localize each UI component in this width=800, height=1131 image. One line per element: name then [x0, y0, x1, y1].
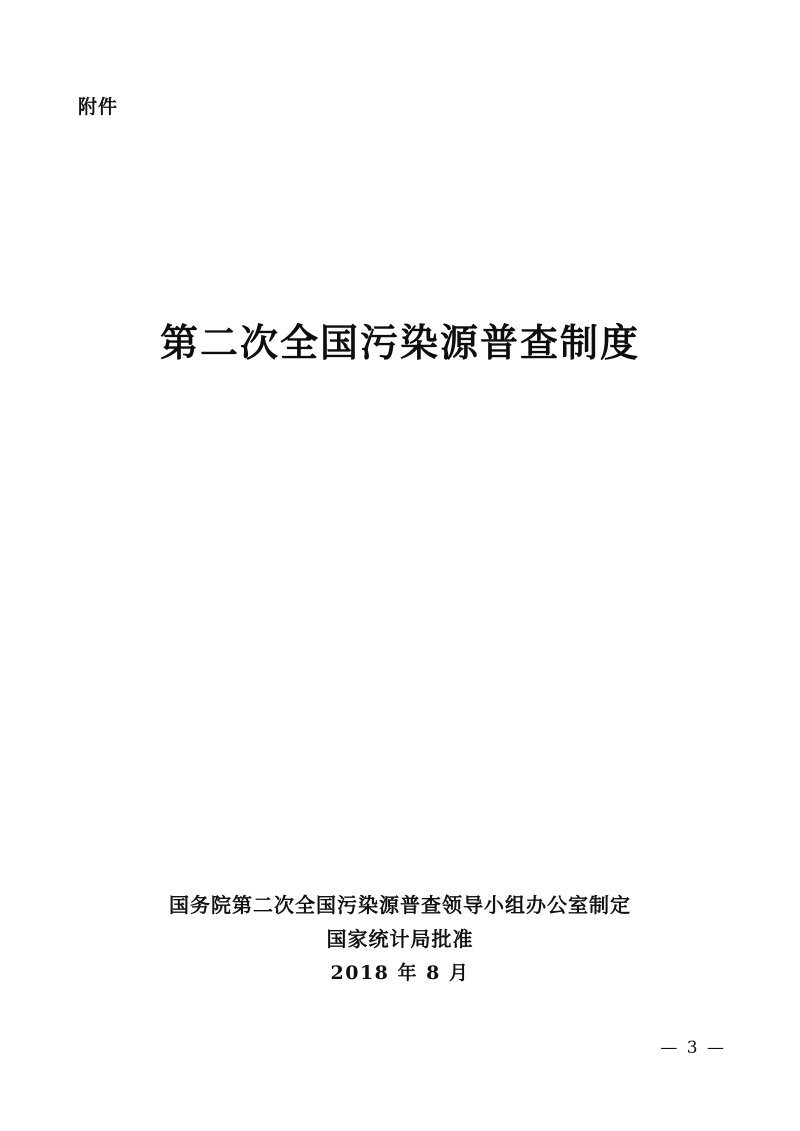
issuer-date: 2018 年 8 月: [330, 962, 470, 984]
issuer-approver: 国家统计局批准: [326, 927, 474, 951]
page-title: 第二次全国污染源普查制度: [159, 321, 640, 365]
attachment-label: 附件: [78, 96, 119, 118]
page-number: — 3 —: [660, 1038, 726, 1058]
issuer-organization: 国务院第二次全国污染源普查领导小组办公室制定: [169, 893, 631, 917]
issuer-block: [0, 888, 800, 990]
